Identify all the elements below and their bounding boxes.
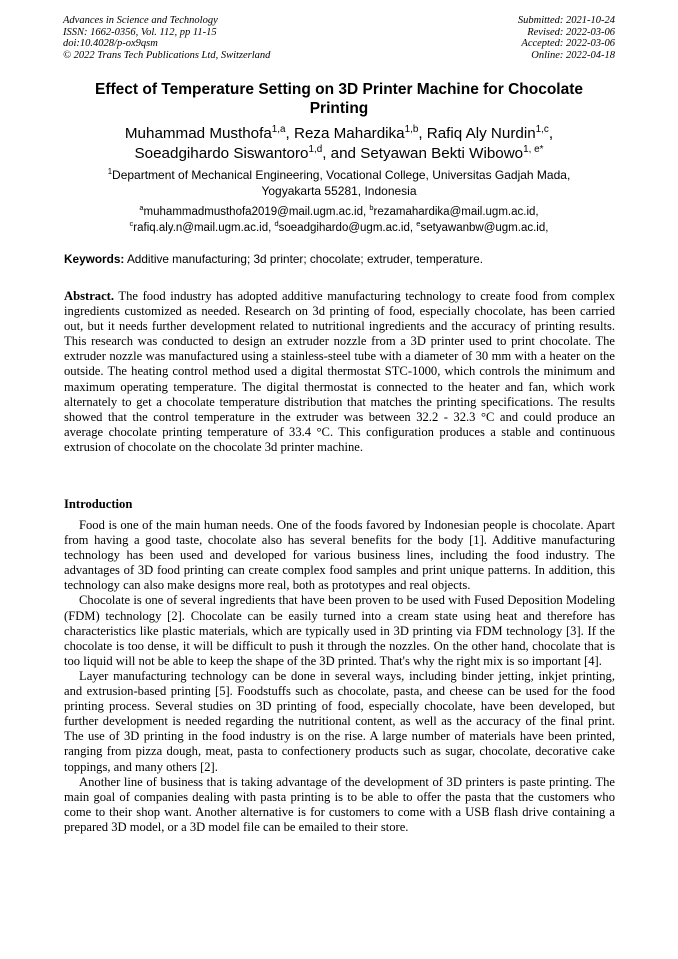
- revised-date: Revised: 2022-03-06: [527, 26, 615, 38]
- copyright: © 2022 Trans Tech Publications Ltd, Switzerland: [63, 49, 271, 61]
- paragraph: Chocolate is one of several ingredients that have been proven to be used with Fused Deposition Modeling (FDM) technology [2]. Chocolate can be easily turned into a cream state using heat and therefore has characteristics like plastic materials, which are typically used in 3D printing via FDM technology [3]. If the chocolate is too dense, it will be difficult to push it through the nozzles. On the other hand, chocolate that is too liquid will not be able to keep the shape of the 3D printed. That's why the right mix is so important [4].: [64, 593, 615, 668]
- issn: ISSN: 1662-0356, Vol. 112, pp 11-15: [63, 26, 217, 38]
- dates-info: [518, 15, 615, 61]
- author-list: [64, 124, 614, 164]
- abstract-label: Abstract.: [64, 289, 115, 303]
- doi: doi:10.4028/p-ox9qsm: [63, 38, 158, 49]
- paragraph: Layer manufacturing technology can be done in several ways, including binder jetting, inkjet printing, and extrusion-based printing [5]. Foodstuffs such as chocolate, pasta, and cheese can be used for the food printing process. Several studies on 3D printing of food, especially chocolate, have been developed, but further development is needed regarding the nutritional content, as well as the accuracy of the final print. The use of 3D printing in the food industry is on the rise. A large number of materials have been printed, ranging from pizza dough, meat, pasta to confectionery products such as sugar, chocolate, decorative cake toppings, and many others [2].: [64, 668, 615, 774]
- affiliation: $^1$Department of Mechanical Engineering, Vocational College, Universitas Gadjah Mada, Yogyakarta 55281, Indonesia: [107, 167, 571, 198]
- email: $^e$setyawanbw@ugm.ac.id,: [416, 219, 549, 234]
- paragraph: Food is one of the main human needs. One of the foods favored by Indonesian people is chocolate. Apart from having a good taste, chocolate also has several benefits for the body [1]. Additive manufacturing technology has been used and developed for various business lines, including the food industry. The advantages of 3D food printing can create complex food samples and print unique patterns. In addition, this technology can also make designs more real, both as prototypes and real objects.: [64, 518, 615, 593]
- author: Rafiq Aly Nurdin$^{1,c}$,: [426, 123, 554, 142]
- author: Soeadgihardo Siswantoro$^{1,d}$, and: [134, 143, 361, 162]
- keywords-label: Keywords:: [64, 252, 125, 266]
- journal-name: Advances in Science and Technology: [63, 15, 218, 26]
- abstract-text: The food industry has adopted additive manufacturing technology to create food from complex ingredients customized as needed. Research on 3d printing of food, especially chocolate, has been carried out, but it needs further development related to nutritional ingredients and the accuracy of printing results. This research was conducted to design an extruder nozzle from a 3D printer used to print chocolate. The extruder nozzle was manufactured using a stainless-steel tube with a diameter of 30 mm with a heater on the outside. The heating control method used a digital thermostat STC-1000, which controls the minimum and maximum operating temperature. The digital thermostat is connected to the heater and fan, which work alternately to get a chocolate temperature distribution that matches the printing specifications. The results showed that the control temperature in the extruder was between 32.2 - 32.3 °C and could produce an average chocolate printing temperature of 33.4 °C. This configuration produces a stable and continuous extrusion of chocolate on the chocolate 3d printer machine.: [64, 289, 615, 454]
- paper-title: Effect of Temperature Setting on 3D Printer Machine for Chocolate Printing: [94, 81, 584, 117]
- author: Muhammad Musthofa$^{1,a}$,: [124, 123, 294, 142]
- paragraph: Another line of business that is taking advantage of the development of 3D printers is paste printing. The main goal of companies dealing with pasta printing is to be able to offer the pasta that the customers who come to their shop want. Another alternative is for customers to come with a USB flash drive containing a prepared 3D model, or a 3D model file can be emailed to their store.: [64, 774, 615, 834]
- submitted-date: Submitted: 2021-10-24: [517, 15, 615, 26]
- author: Reza Mahardika$^{1,b}$,: [293, 123, 427, 142]
- email: $^d$soeadgihardo@ugm.ac.id,: [274, 219, 417, 234]
- abstract: [64, 289, 615, 455]
- keywords-text: Additive manufacturing; 3d printer; chocolate; extruder, temperature.: [124, 252, 484, 266]
- keywords: [64, 252, 614, 266]
- author: Setyawan Bekti Wibowo$^{1, e*}$: [360, 143, 544, 162]
- email: $^c$rafiq.aly.n@mail.ugm.ac.id,: [129, 219, 275, 234]
- journal-info: [63, 15, 270, 61]
- email: $^b$rezamahardika@mail.ugm.ac.id,: [369, 203, 539, 218]
- online-date: Online: 2022-04-18: [531, 49, 615, 61]
- accepted-date: Accepted: 2022-03-06: [521, 38, 615, 49]
- section-heading-introduction: Introduction: [64, 497, 133, 511]
- introduction-body: [64, 518, 615, 835]
- email: $^a$muhammadmusthofa2019@mail.ugm.ac.id,: [139, 203, 370, 218]
- author-emails: [64, 204, 614, 236]
